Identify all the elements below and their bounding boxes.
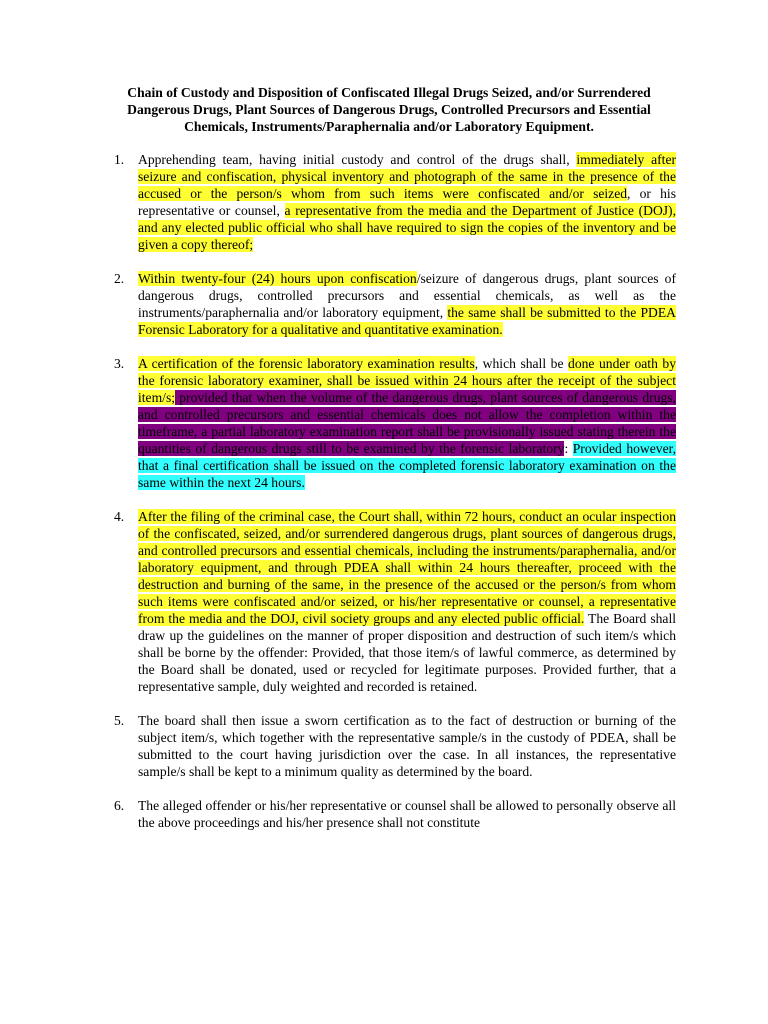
list-item-2 xyxy=(102,270,676,338)
text-segment: , which shall be xyxy=(474,356,569,371)
list-item-4 xyxy=(102,508,676,695)
list-number: 1. xyxy=(114,152,125,167)
text-segment: The board shall then issue a sworn certification as to the fact of destruction or burning of the subject item/s, which together with the representative sample/s in the custody of PDEA, shall be submitted to the court having jurisdiction over the case. In all instances, the representative sample/s shall be kept to a minimum quality as determined by the board. xyxy=(138,713,676,779)
list-item-6 xyxy=(102,797,676,831)
numbered-list xyxy=(102,151,676,831)
highlighted-text-yellow: a representative from the media and the Department of Justice (DOJ), and any elected public official who shall have required to sign the copies of the inventory and be given a copy thereof; xyxy=(138,203,676,252)
highlighted-text-cyan: Provided however, that a final certification shall be issued on the completed forensic laboratory examination on the same within the next 24 hours. xyxy=(138,441,676,490)
text-segment: The alleged offender or his/her representative or counsel shall be allowed to personally observe all the above proceedings and his/her presence shall not constitute xyxy=(138,798,676,830)
list-item-5 xyxy=(102,712,676,780)
document-title: Chain of Custody and Disposition of Confiscated Illegal Drugs Seized, and/or Surrendered Dangerous Drugs, Plant Sources of Dangerous Drugs, Controlled Precursors and Essential Chemicals, Instruments/Paraphernalia and/or Laboratory Equipment. xyxy=(127,85,651,134)
list-number: 2. xyxy=(114,271,125,286)
text-segment: Apprehending team, having initial custody and control of the drugs shall, xyxy=(138,152,577,167)
highlighted-text-yellow: done under oath by the forensic laboratory examiner, shall be issued within 24 hours after the receipt of the subject item/s; xyxy=(138,356,677,405)
highlighted-text-yellow: the same shall be submitted to the PDEA Forensic Laboratory for a qualitative and quantitative examination. xyxy=(138,305,676,337)
list-number: 4. xyxy=(114,509,125,524)
highlighted-text-yellow: immediately after seizure and confiscation, physical inventory and photograph of the same in the presence of the accused or the person/s whom from such items were confiscated and/or seized xyxy=(138,152,677,201)
list-number: 5. xyxy=(114,713,125,728)
highlighted-text-yellow: Within twenty-four (24) hours upon confiscation xyxy=(138,271,417,286)
highlighted-text-yellow: After the filing of the criminal case, the Court shall, within 72 hours, conduct an ocular inspection of the confiscated, seized, and/or surrendered dangerous drugs, plant sources of dangerous drugs, and controlled precursors and essential chemicals, including the instruments/paraphernalia, and/or laboratory equipment, and through PDEA shall within 24 hours thereafter, proceed with the destruction and burning of the same, in the presence of the accused or the person/s from whom such items were confiscated and/or seized, or his/her representative or counsel, a representative from the media and the DOJ, civil society groups and any elected public official. xyxy=(138,509,676,626)
text-segment: /seizure of dangerous drugs, plant sources of dangerous drugs, controlled precursors and essential chemicals, as well as the instruments/paraphernalia and/or laboratory equipment, xyxy=(138,271,677,320)
list-item-1 xyxy=(102,151,676,253)
list-item-3 xyxy=(102,355,676,491)
highlighted-text-purple: provided that when the volume of the dangerous drugs, plant sources of dangerous drugs, and controlled precursors and essential chemicals does not allow the completion within the timeframe, a partial laboratory examination report shall be provisionally issued stating therein the quantities of dangerous drugs still to be examined by the forensic laboratory xyxy=(138,390,676,456)
text-segment: The Board shall draw up the guidelines on the manner of proper disposition and destruction of such item/s which shall be borne by the offender: Provided, that those item/s of lawful commerce, as determined by the Board shall be donated, used or recycled for legitimate purposes. Provided further, that a representative sample, duly weighted and recorded is retained. xyxy=(138,611,676,694)
list-number: 6. xyxy=(114,798,125,813)
text-segment: : xyxy=(564,441,573,456)
text-segment: , or his representative or counsel, xyxy=(138,186,676,218)
list-number: 3. xyxy=(114,356,125,371)
highlighted-text-yellow: A certification of the forensic laboratory examination results xyxy=(138,356,475,371)
